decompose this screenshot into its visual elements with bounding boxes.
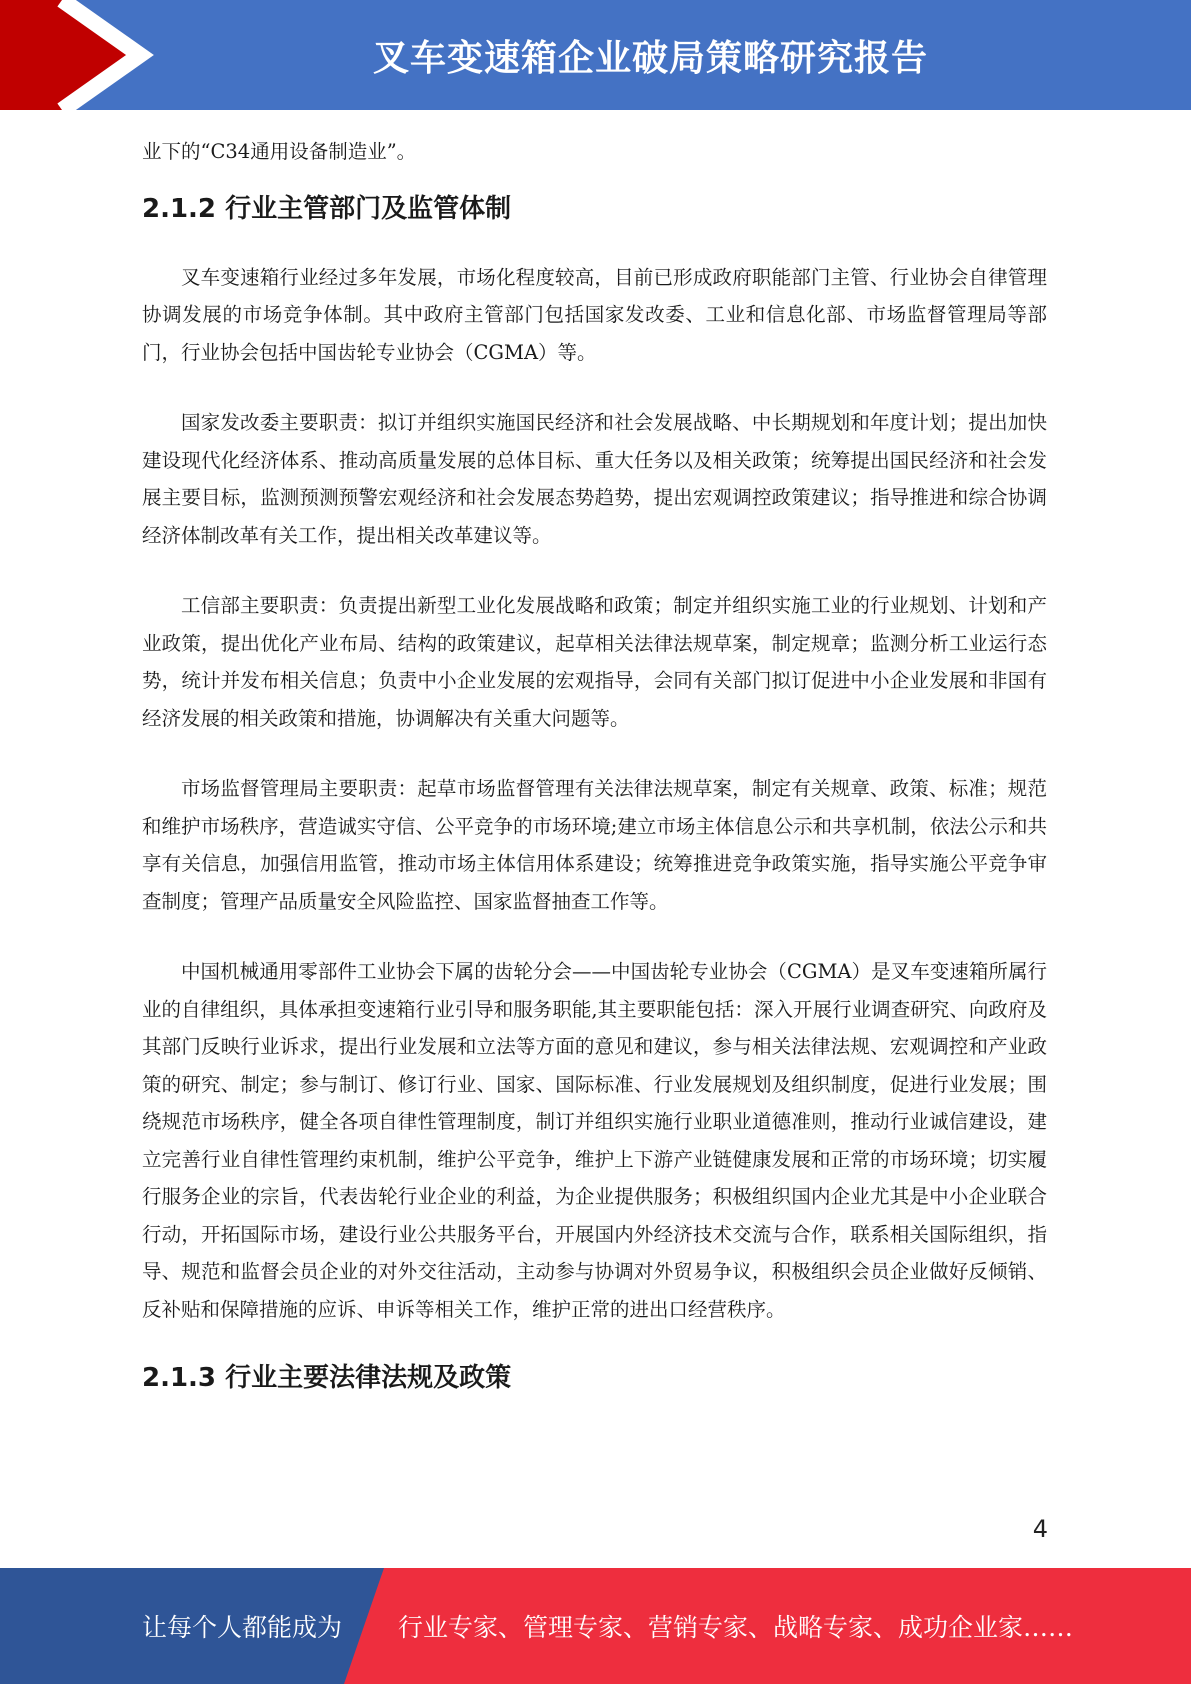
paragraph-samr-duties: 市场监督管理局主要职责：起草市场监督管理有关法律法规草案，制定有关规章、政策、标准；规范和维护市场秩序，营造诚实守信、公平竞争的市场环境;建立市场主体信息公示和共享机制，依法公示和共享有关信息，加强信用监管，推动市场主体信用体系建设；统筹推进竞争政策实施，指导实施公平竞争审查制度；管理产品质量安全风险监控、国家监督抽查工作等。 [142, 777, 1047, 913]
paragraph-cgma-duties: 中国机械通用零部件工业协会下属的齿轮分会——中国齿轮专业协会（CGMA）是叉车变速箱所属行业的自律组织，具体承担变速箱行业引导和服务职能,其主要职能包括：深入开展行业调查研究、向政府及其部门反映行业诉求，提出行业发展和立法等方面的意见和建议，参与相关法律法规、宏观调控和产业政策的研究、制定；参与制订、修订行业、国家、国际标准、行业发展规划及组织制度，促进行业发展；围绕规范市场秩序，健全各项自律性管理制度，制订并组织实施行业职业道德准则，推动行业诚信建设，建立完善行业自律性管理约束机制，维护公平竞争，维护上下游产业链健康发展和正常的市场环境；切实履行服务企业的宗旨，代表齿轮行业企业的利益，为企业提供服务；积极组织国内企业尤其是中小企业联合行动，开拓国际市场，建设行业公共服务平台，开展国内外经济技术交流与合作，联系相关国际组织，指导、规范和监督会员企业的对外交往活动，主动参与协调对外贸易争议，积极组织会员企业做好反倾销、反补贴和保障措施的应诉、申诉等相关工作，维护正常的进出口经营秩序。 [142, 960, 1047, 1321]
section-heading-2-1-2: 2.1.2 行业主管部门及监管体制 [142, 193, 512, 224]
page-header [0, 0, 1191, 110]
footer-slogan-left: 让每个人都能成为 [142, 1613, 343, 1642]
section-heading-2-1-3: 2.1.3 行业主要法律法规及政策 [142, 1363, 512, 1393]
header-red-chevron [0, 0, 140, 110]
paragraph-miit-duties: 工信部主要职责：负责提出新型工业化发展战略和政策；制定并组织实施工业的行业规划、计划和产业政策，提出优化产业布局、结构的政策建议，起草相关法律法规草案，制定规章；监测分析工业运行态势，统计并发布相关信息；负责中小企业发展的宏观指导，会同有关部门拟订促进中小企业发展和非国有经济发展的相关政策和措施，协调解决有关重大问题等。 [142, 594, 1047, 730]
page-number: 4 [1032, 1515, 1048, 1543]
page-footer [0, 1568, 1191, 1684]
page-content [142, 133, 1047, 1398]
footer-slogan-right: 行业专家、管理专家、营销专家、战略专家、成功企业家…… [398, 1613, 1074, 1642]
paragraph-regulatory-system: 叉车变速箱行业经过多年发展，市场化程度较高，目前已形成政府职能部门主管、行业协会自律管理协调发展的市场竞争体制。其中政府主管部门包括国家发改委、工业和信息化部、市场监督管理局等部门，行业协会包括中国齿轮专业协会（CGMA）等。 [142, 265, 1047, 364]
paragraph-ndrc-duties: 国家发改委主要职责：拟订并组织实施国民经济和社会发展战略、中长期规划和年度计划；提出加快建设现代化经济体系、推动高质量发展的总体目标、重大任务以及相关政策；统筹提出国民经济和社会发展主要目标，监测预测预警宏观经济和社会发展态势趋势，提出宏观调控政策建议；指导推进和综合协调经济体制改革有关工作，提出相关改革建议等。 [142, 411, 1047, 547]
report-title: 叉车变速箱企业破局策略研究报告 [372, 37, 928, 79]
intro-paragraph: 业下的“C34通用设备制造业”。 [142, 140, 417, 163]
